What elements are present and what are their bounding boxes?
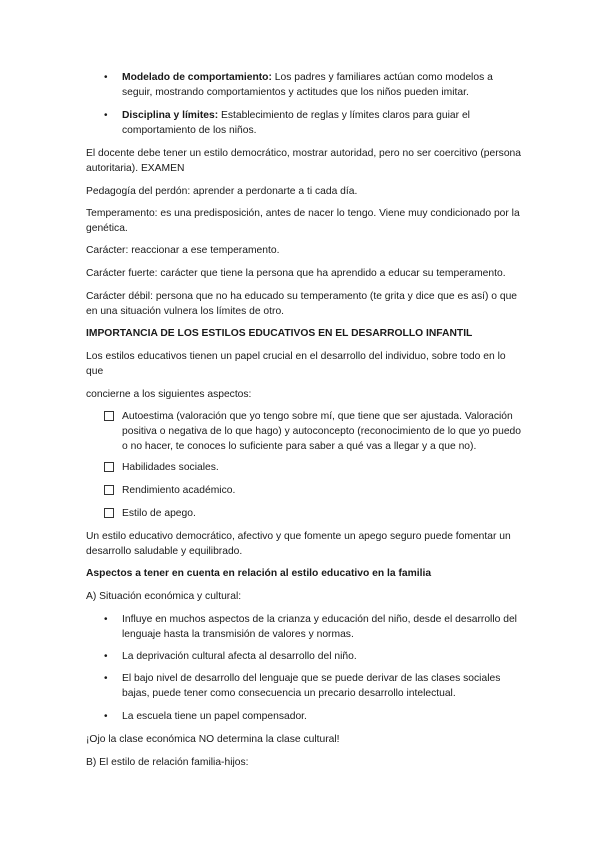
checklist-item: Estilo de apego.	[122, 508, 196, 519]
checkbox-icon	[104, 462, 114, 472]
bullet-item	[122, 70, 522, 100]
checkbox-icon	[104, 485, 114, 495]
bullet-item: El bajo nivel de desarrollo del lenguaje que se puede derivar de las clases sociales bajas, puede tener como consecuencia un precario desarrollo intelectual.	[122, 673, 501, 699]
paragraph-note: ¡Ojo la clase económica NO determina la clase cultural!	[86, 734, 340, 745]
paragraph: Los estilos educativos tienen un papel crucial en el desarrollo del individuo, sobre todo en lo que	[86, 351, 506, 377]
bullet-text: Establecimiento de reglas y límites claros para guiar el comportamiento de los niños.	[122, 110, 470, 136]
bullet-item: La escuela tiene un papel compensador.	[122, 711, 307, 722]
bullet-dot: •	[104, 673, 108, 684]
checklist-item: Rendimiento académico.	[122, 485, 236, 496]
bullet-dot: •	[104, 110, 108, 121]
checkbox-icon	[104, 411, 114, 421]
paragraph: Carácter débil: persona que no ha educado su temperamento (te grita y dice que es así) o que en una situación vulnera los límites de otro.	[86, 291, 518, 317]
paragraph: El docente debe tener un estilo democrático, mostrar autoridad, pero no ser coercitivo (persona autoritaria). EXAMEN	[86, 148, 521, 174]
checklist-item: Autoestima (valoración que yo tengo sobre mí, que tiene que ser ajustada. Valoración positiva o negativa de lo que hago) y autoconcepto (reconocimiento de lo que yo puedo o no hacer, te conoces lo suficiente para saber a qué vas a llegar y a que no).	[122, 411, 521, 452]
bullet-dot: •	[104, 72, 108, 83]
section-heading: IMPORTANCIA DE LOS ESTILOS EDUCATIVOS EN EL DESARROLLO INFANTIL	[86, 328, 473, 339]
bullet-item	[122, 108, 522, 138]
paragraph: Un estilo educativo democrático, afectivo y que fomente un apego seguro puede fomentar un desarrollo saludable y equilibrado.	[86, 531, 511, 557]
bullet-dot: •	[104, 711, 108, 722]
bullet-dot: •	[104, 651, 108, 662]
subsection-label: A) Situación económica y cultural:	[86, 591, 242, 602]
bullet-item: La deprivación cultural afecta al desarrollo del niño.	[122, 651, 357, 662]
subsection-label: B) El estilo de relación familia-hijos:	[86, 757, 249, 768]
bullet-text: Los padres y familiares actúan como modelos a seguir, mostrando comportamientos y actitudes que los niños pueden imitar.	[122, 72, 493, 98]
bullet-item: Influye en muchos aspectos de la crianza y educación del niño, desde el desarrollo del lenguaje hasta la transmisión de valores y normas.	[122, 614, 517, 640]
section-heading: Aspectos a tener en cuenta en relación al estilo educativo en la familia	[86, 568, 432, 579]
bullet-dot: •	[104, 614, 108, 625]
paragraph: Carácter: reaccionar a ese temperamento.	[86, 245, 280, 256]
bullet-term: Disciplina y límites:	[122, 110, 219, 121]
bullet-term: Modelado de comportamiento:	[122, 72, 272, 83]
checklist-item: Habilidades sociales.	[122, 462, 219, 473]
checkbox-icon	[104, 508, 114, 518]
paragraph: Carácter fuerte: carácter que tiene la persona que ha aprendido a educar su temperamento.	[86, 268, 506, 279]
paragraph: Pedagogía del perdón: aprender a perdonarte a ti cada día.	[86, 186, 358, 197]
paragraph: concierne a los siguientes aspectos:	[86, 389, 252, 400]
paragraph: Temperamento: es una predisposición, antes de nacer lo tengo. Viene muy condicionado por la genética.	[86, 208, 520, 234]
